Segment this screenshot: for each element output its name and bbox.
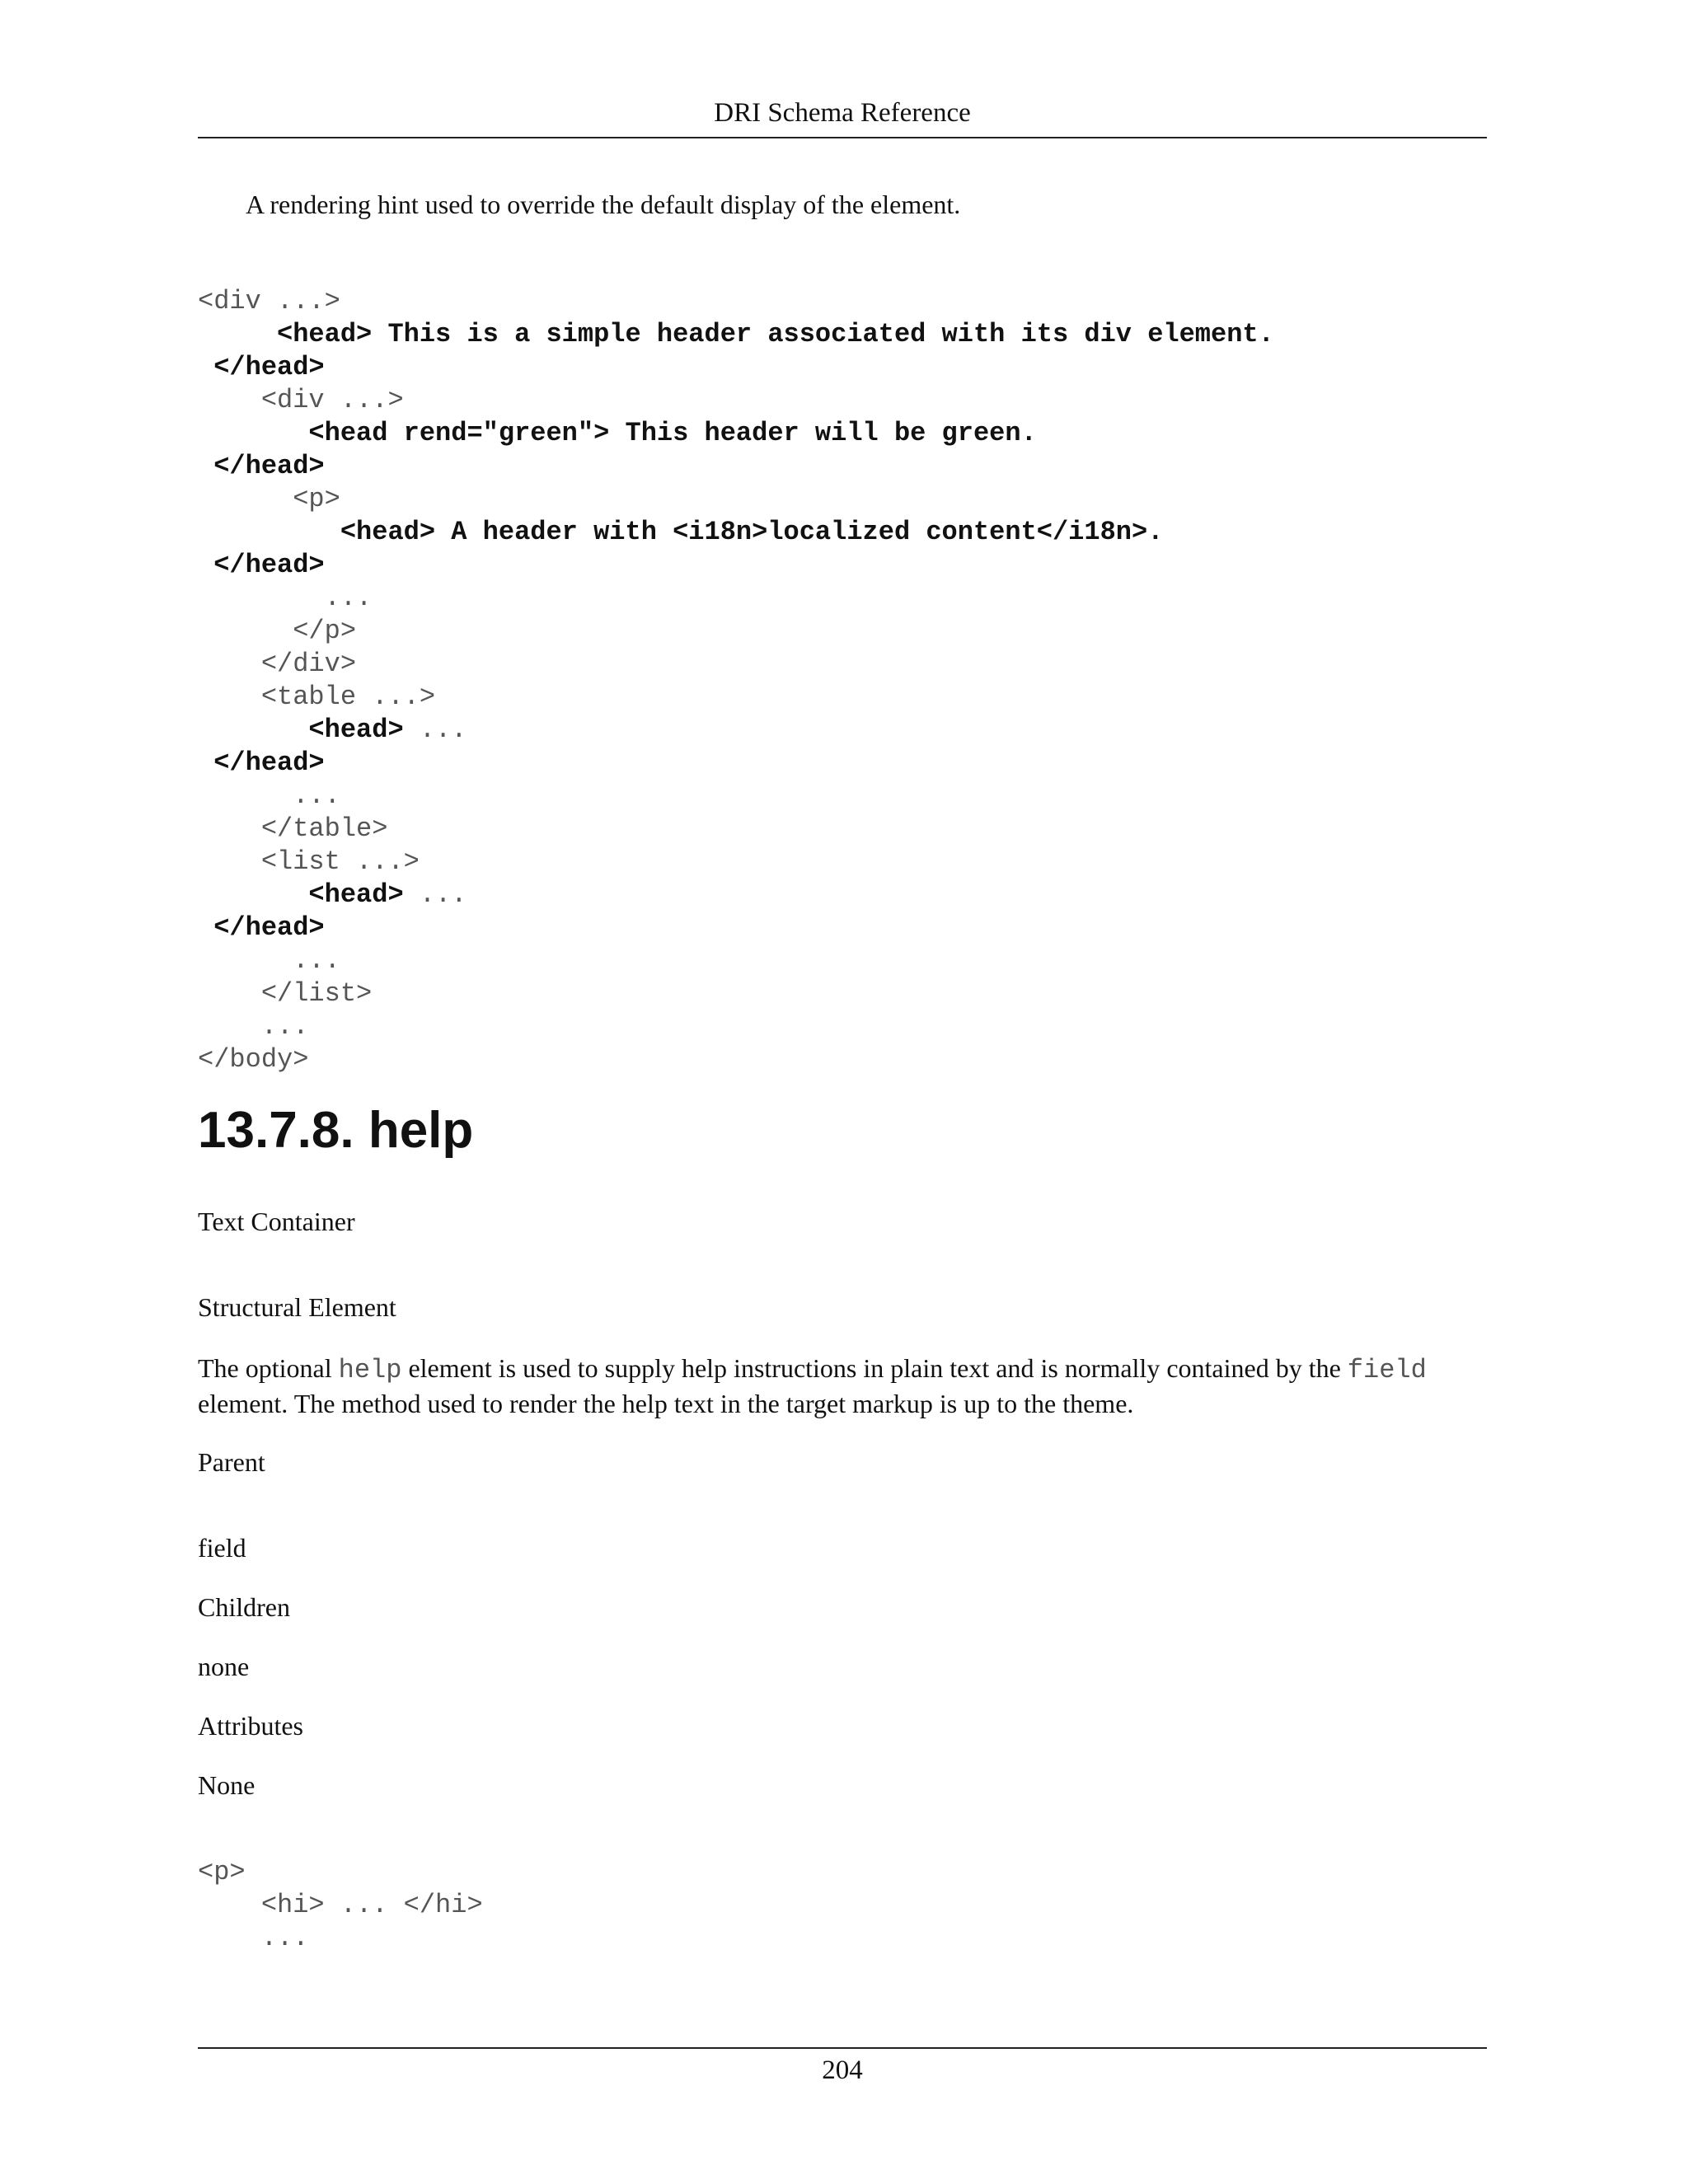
- code-token: <head>: [308, 879, 404, 910]
- description-paragraph: [198, 1352, 1487, 1420]
- code-line: [198, 714, 1274, 747]
- attributes-label: Attributes: [198, 1711, 303, 1741]
- code-token: </head>: [198, 550, 325, 580]
- code-line: [198, 879, 1274, 912]
- code-token: ...: [198, 583, 373, 613]
- header-rule: [198, 137, 1487, 138]
- code-token: </p>: [198, 616, 357, 646]
- parent-label: Parent: [198, 1447, 265, 1477]
- code-token: <head rend="green"> This header will be green.: [308, 418, 1037, 448]
- code-example-2: [198, 1856, 483, 1955]
- code-line: [198, 450, 1274, 483]
- code-line: [198, 1010, 1274, 1043]
- code-token: </head>: [198, 352, 325, 382]
- code-line: [198, 483, 1274, 516]
- field-code-inline: field: [1347, 1355, 1427, 1385]
- code-token: </body>: [198, 1044, 309, 1075]
- page-number: 204: [822, 2055, 863, 2085]
- code-token: [198, 715, 308, 745]
- code-line: [198, 977, 1274, 1010]
- help-code-inline: help: [338, 1355, 402, 1385]
- code-line: [198, 1922, 483, 1955]
- code-token: <div ...>: [198, 385, 404, 415]
- code-token: <head> This is a simple header associated with its div element.: [277, 319, 1274, 349]
- code-token: ...: [198, 1923, 309, 1953]
- code-token: </list>: [198, 978, 373, 1009]
- intro-paragraph: A rendering hint used to override the default display of the element.: [246, 190, 961, 219]
- code-token: [198, 418, 308, 448]
- code-example-1: [198, 285, 1274, 1076]
- code-line: [198, 615, 1274, 648]
- code-line: [198, 912, 1274, 944]
- footer-rule: [198, 2047, 1487, 2049]
- description-text-1: The optional: [198, 1353, 339, 1383]
- code-token: ...: [198, 1011, 309, 1042]
- code-line: [198, 1889, 483, 1922]
- description-text-2: element is used to supply help instructions in plain text and is normally contained by the: [401, 1353, 1348, 1383]
- code-line: [198, 813, 1274, 846]
- attributes-value: None: [198, 1770, 256, 1800]
- code-token: </head>: [198, 748, 325, 778]
- children-label: Children: [198, 1592, 290, 1622]
- code-token: <p>: [198, 484, 340, 514]
- section-title: 13.7.8. help: [198, 1102, 474, 1159]
- parent-value: field: [198, 1533, 246, 1563]
- code-line: [198, 846, 1274, 879]
- code-line: [198, 944, 1274, 977]
- code-line: [198, 648, 1274, 681]
- code-token: </head>: [198, 451, 325, 481]
- code-token: </table>: [198, 813, 388, 844]
- code-token: <hi> ... </hi>: [198, 1890, 483, 1920]
- running-header: DRI Schema Reference: [714, 98, 971, 128]
- code-token: </div>: [198, 649, 357, 679]
- code-line: [198, 747, 1274, 780]
- code-token: ...: [198, 780, 340, 811]
- container-type: Text Container: [198, 1207, 355, 1236]
- code-token: </head>: [198, 912, 325, 943]
- code-token: <p>: [198, 1857, 246, 1887]
- code-line: [198, 384, 1274, 417]
- code-line: [198, 1043, 1274, 1076]
- code-line: [198, 417, 1274, 450]
- code-token: [198, 879, 308, 910]
- code-token: [198, 517, 340, 547]
- code-token: ...: [403, 715, 467, 745]
- code-line: [198, 516, 1274, 549]
- code-token: <head>: [308, 715, 404, 745]
- code-token: <table ...>: [198, 682, 436, 712]
- code-token: <head> A header with <i18n>localized content</i18n>.: [340, 517, 1164, 547]
- code-line: [198, 549, 1274, 582]
- code-line: [198, 780, 1274, 813]
- element-type: Structural Element: [198, 1292, 396, 1322]
- children-value: none: [198, 1652, 250, 1681]
- code-token: <div ...>: [198, 286, 340, 316]
- code-line: [198, 318, 1274, 351]
- code-token: ...: [198, 945, 340, 976]
- code-token: ...: [403, 879, 467, 910]
- code-line: [198, 351, 1274, 384]
- code-token: <list ...>: [198, 846, 420, 877]
- code-line: [198, 285, 1274, 318]
- description-text-3: element. The method used to render the help text in the target markup is up to the theme.: [198, 1389, 1134, 1418]
- code-token: [198, 319, 277, 349]
- code-line: [198, 1856, 483, 1889]
- code-line: [198, 681, 1274, 714]
- code-line: [198, 582, 1274, 615]
